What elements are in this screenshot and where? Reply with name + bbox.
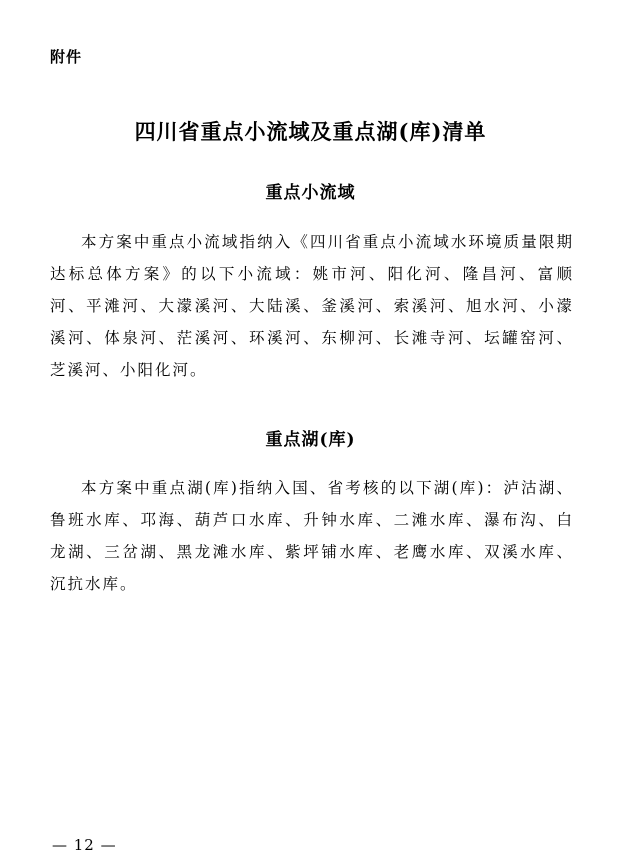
page-number: — 12 — [52, 836, 117, 854]
section-body-lakes-reservoirs: 本方案中重点湖(库)指纳入国、省考核的以下湖(库)：泸沽湖、鲁班水库、邛海、葫芦口水库、升钟水库、二滩水库、瀑布沟、白龙湖、三岔湖、黑龙滩水库、紫坪铺水库、老鹰水库、双溪水库、沉抗水库。 [50, 479, 574, 593]
section-heading-lakes-reservoirs: 重点湖(库) [265, 430, 356, 450]
section-heading-small-watersheds: 重点小流域 [265, 183, 356, 203]
section-body-small-watersheds: 本方案中重点小流域指纳入《四川省重点小流域水环境质量限期达标总体方案》的以下小流域：姚市河、阳化河、隆昌河、富顺河、平滩河、大濛溪河、大陆溪、釜溪河、索溪河、旭水河、小濛溪河、体泉河、茫溪河、环溪河、东柳河、长滩寺河、坛罐窑河、芝溪河、小阳化河。 [50, 233, 574, 379]
document-title: 四川省重点小流域及重点湖(库)清单 [134, 119, 487, 144]
attachment-label: 附件 [50, 48, 83, 66]
